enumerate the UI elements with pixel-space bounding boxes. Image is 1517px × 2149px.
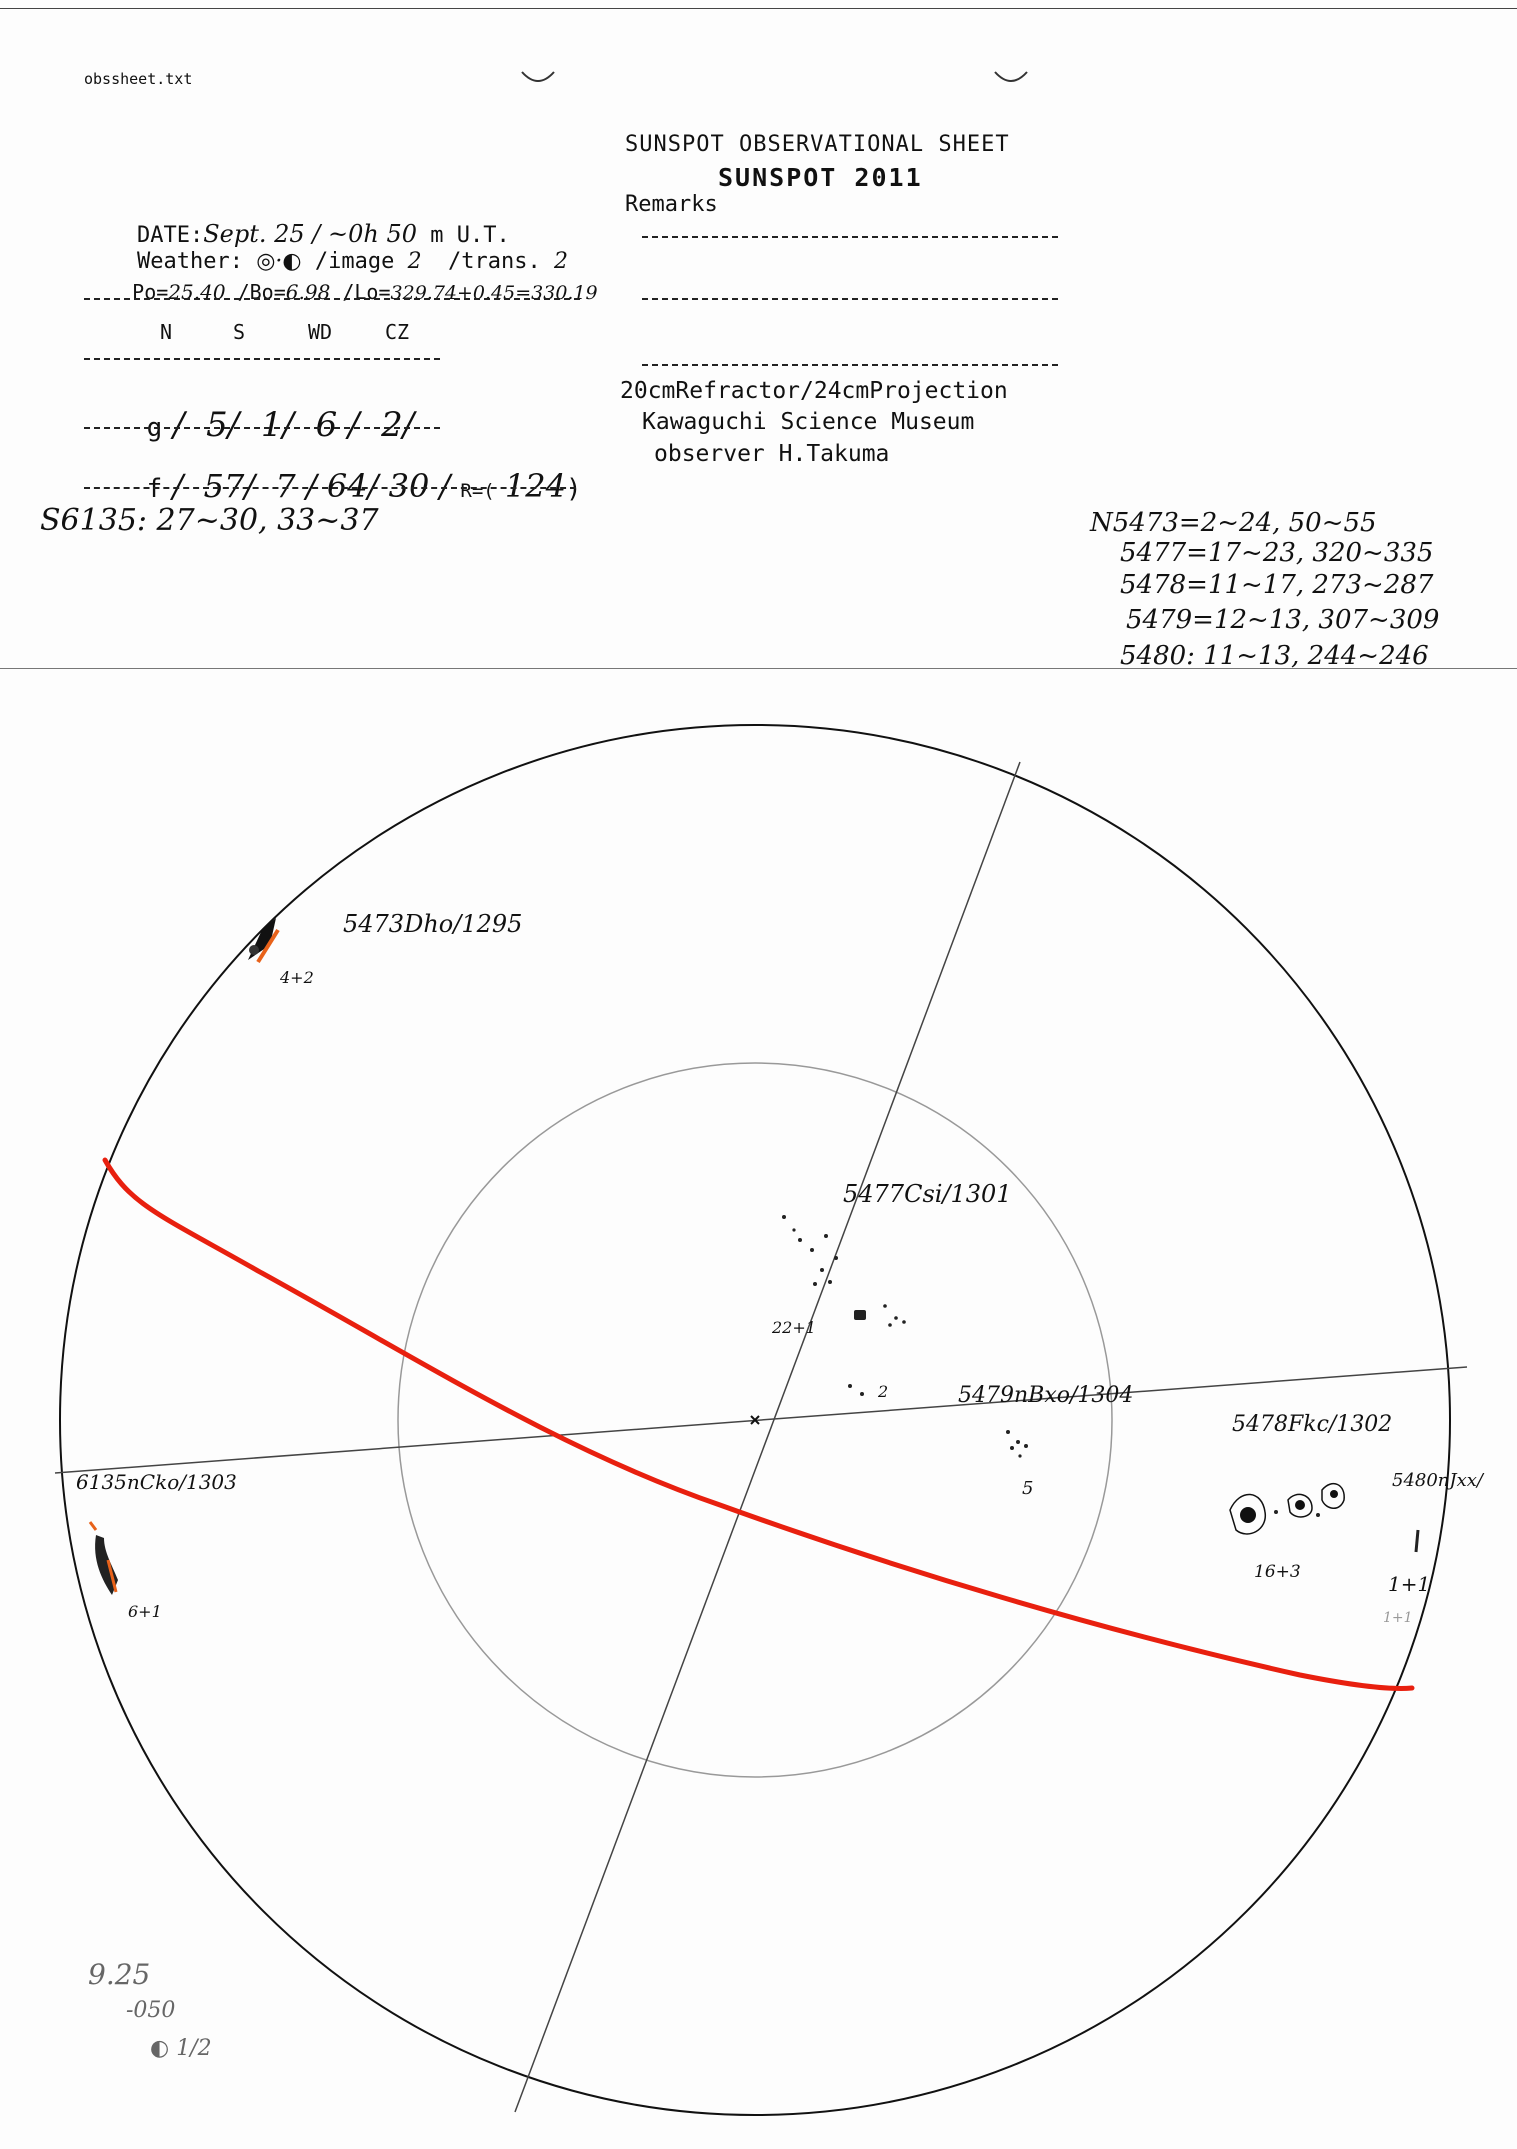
groups-values: / 5/ 1/ 6 / 2/	[162, 405, 415, 445]
trans-value: 2	[554, 249, 569, 274]
sunspot-group-6135	[90, 1522, 118, 1595]
bo-label: /Bo=	[225, 280, 286, 304]
remarks-label: Remarks	[625, 192, 718, 217]
pencil-note-time: -050	[126, 1998, 176, 2023]
location-line: Kawaguchi Science Museum	[642, 409, 975, 435]
count-group-5478: 16+3	[1254, 1562, 1301, 1582]
handwritten-left-note: S6135: 27~30, 33~37	[40, 503, 379, 538]
po-value: 25.40	[168, 280, 226, 304]
count-group-5479: 5	[1022, 1478, 1034, 1499]
group-range-3: 5478=11~17, 273~287	[1120, 570, 1434, 600]
label-group-5478: 5478Fkc/1302	[1232, 1412, 1393, 1437]
spots-label: f	[146, 474, 163, 504]
sunspot-group-5478	[1230, 1484, 1344, 1534]
sunspot-group-5480	[1416, 1530, 1418, 1552]
polar-axis	[515, 762, 1020, 2112]
r-label: R=(	[460, 480, 495, 502]
group-range-4: 5479=12~13, 307~309	[1126, 605, 1440, 635]
po-label: Po=	[132, 280, 169, 304]
label-group-5479: 5479nBxo/1304	[958, 1383, 1134, 1408]
observer-line: observer H.Takuma	[654, 441, 890, 467]
count-group-5477: 22+1	[772, 1318, 816, 1337]
label-group-5473: 5473Dho/1295	[343, 910, 523, 938]
group-range-1: N5473=2~24, 50~55	[1090, 508, 1377, 538]
count-header-wd: WD	[308, 320, 333, 344]
trans-label: /trans.	[421, 249, 555, 274]
sheet-title: SUNSPOT OBSERVATIONAL SHEET	[625, 132, 1010, 157]
bo-value: 6.98	[285, 280, 331, 304]
count-group-5473: 4+2	[280, 968, 314, 987]
groups-label: g	[146, 413, 163, 443]
pencil-note-weather: ◐ 1/2	[150, 2036, 212, 2061]
image-value: 2	[407, 249, 422, 274]
r-close: )	[566, 474, 582, 504]
weather-label: Weather:	[136, 249, 257, 274]
count-header-s: S	[233, 320, 246, 344]
punch-hole-mark-left	[522, 72, 554, 81]
date-label: DATE:	[136, 223, 204, 248]
lo-value: 329.74+0.45=330.19	[390, 282, 598, 304]
r-value: 124	[494, 467, 566, 505]
image-label: /image	[301, 249, 408, 274]
sunspot-group-5479	[1006, 1430, 1028, 1458]
group-range-5: 5480: 11~13, 244~246	[1120, 641, 1429, 671]
date-value: Sept. 25 / ~0h 50	[203, 220, 418, 248]
count-header-n: N	[160, 320, 173, 344]
label-group-6135: 6135nCko/1303	[76, 1470, 237, 1494]
spots-values: / 57/ 7 / 64/ 30 /	[162, 467, 461, 505]
lo-label: /Lo=	[330, 280, 391, 304]
sunspot-group-5477	[782, 1215, 906, 1396]
count-group-5480: 1+1	[1388, 1572, 1431, 1596]
file-name: obssheet.txt	[84, 70, 193, 88]
group-range-2: 5477=17~23, 320~335	[1120, 538, 1434, 568]
count-group-6135: 6+1	[128, 1602, 162, 1621]
label-group-5480: 5480nJxx/	[1392, 1470, 1483, 1491]
time-unit: m U.T.	[417, 223, 510, 248]
count-group-5477-sub: 2	[878, 1382, 889, 1401]
sheet-subtitle: SUNSPOT 2011	[718, 163, 923, 192]
count-header-cz: CZ	[385, 320, 410, 344]
instrument-line: 20cmRefractor/24cmProjection	[620, 378, 1008, 404]
weather-value: ◎·◐	[256, 249, 302, 274]
punch-hole-mark-right	[995, 72, 1027, 81]
label-group-5477: 5477Csi/1301	[843, 1180, 1012, 1208]
pencil-note-date: 9.25	[88, 1958, 151, 1991]
count-group-5480-faint: 1+1	[1383, 1610, 1413, 1626]
